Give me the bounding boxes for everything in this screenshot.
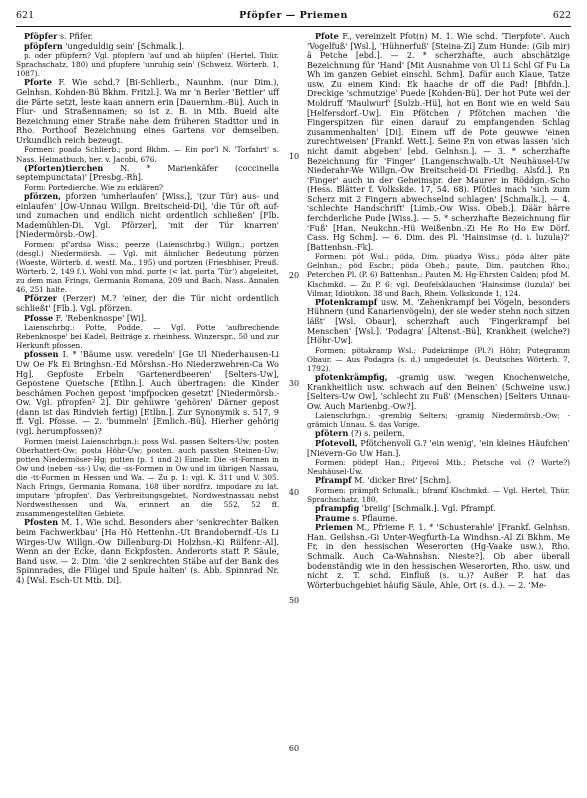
entry-text: (?) s. peilern.: [348, 429, 405, 439]
entry-text: Formen (meist Laienschrbgn.): poss Wsl. passen Selters-Uw; posten Oberhattert-Ow; posta Höhr-Uw; posten. auch passten Steinen-Uw; potten Niedermöser-Hg; putten (p. 1 und 2) Eimelr. Die -st-Formen in Ow und (neben -ss-) Uw, die -ss-Formen in Ow und im übrigen Nassau, die -tt-Formen in Hessen und Wa. — Zu p. 1: vgl. K. 311 und V. 305. Nach Frings, Germania Romana, 168 über nordfrz. impodare zu lat. imputare 'pfropfen'. Das Verbreitungsgebiet, Nordwestnassau nebst Nordwesthessen und Wa, erinnert an die 552, 52 ff. zusammengestellten Gebiete.: [16, 436, 279, 519]
entry-note: [16, 240, 279, 295]
entry-headword: Priemen: [315, 522, 353, 533]
entry-text: 'breiig' [Schmalk.]. Vgl. Pframpf.: [359, 504, 496, 514]
entry-note: [307, 346, 570, 373]
entry-text: N. * Marienkäfer (coccinella septempunctata)' [Presbg.-Rh].: [16, 163, 279, 183]
entry-text: M. 1. Wie schd. Besonders aber 'senkrechter Balken beim Fachwerkbau' [Ha Hö Hettenhn.-Ut Brandoberndf.-Us Li Wirges-Uw Willgn.-Ow Dillenburg-Di Holzhsn.-Ki Rülfenr.-Al]. Wenn an der Ecke, dann Eckpfosten. Anderorts statt P. Säule, Band usw. — 2. Dim. 'die 2 senkrechten Stäbe auf der Bank des Spinnrades, die Flügel und Spule halten' (s. Abb. Spinnrad Nr. 4) [Wsl. Esch-Ut Mtb. Di].: [16, 518, 279, 585]
entry-note: [16, 323, 279, 350]
line-number: 10: [288, 152, 300, 161]
right-column: [307, 32, 570, 590]
entry-text: Formen: pf'ərdsə Wiss.; peerze (Laienschrbg.) Willgn.; portzen (desgl.) Niedermörsb. — Vgl. mit ähnlicher Bedeutung pürzen (Woeste, Wörterb. d. westf. Ma., 195) und portzen (Friesbhiser, Preuß. Wörterb. 2, 149 f.). Wohl von mhd. porte (< lat. porta 'Tür') abgeleitet, zu dem man Frings, Germania Romana, 209 und Bach. Nass. Annalen 46, 251 halte.: [16, 239, 279, 295]
entry-text: Formen: pödepf Han.; Pitjevol Mtb.; Pietsche vol (? Worte?) Neuhäusel-Uw.: [307, 458, 570, 477]
entry-note: [307, 458, 570, 476]
dictionary-entry: [307, 298, 570, 346]
entry-text: 'ungeduldig sein' [Schmalk.].: [62, 41, 185, 51]
entry-text: Formen: prämpft Schmalk.; bframf Klschmkd. — Vgl. Hertel, Thür. Sprachschatz, 180.: [307, 485, 570, 505]
entry-text: M. 'dicker Brei' [Schm].: [351, 476, 452, 486]
entry-text: F., vereinzelt Pfot(n) M. 1. Wie schd. 'Tierpfote'. Auch 'Vogelfuß' [Wsl.], 'Hühnerfuß' [Steina-Zi] Zum Hunde: (Gib mir) ä Petche [ebd.]. — 2. * scherzhafte, auch abschätzige Bezeichnung für 'Hand' [Mit Ausnahme von Ul Li Schl Gf Fu La Wh im ganzen Gebiet einschl. Schm]. Dafür auch Klaue, Tatze usw. Zu einem Kind: Ek haache dr off die Pad! [Bhfdn.]. Dreckige 'schmutzige' Puede [Kohden-Bü]. Der hot Pute wei der Moldruff 'Maulwurf' [Sulzb.-Hü], hot en Bont wie en weld Sau [Helfersdorf.-Uw]. Ein Pfötchen / Pfötchen machen 'die Fingerspitzen für einen darauf zu empfangenden Schlag zusammenhalten' [Di]. Einem uff de Pote geuwwe 'einen zurechtweisen' [Frankf. Wett.]. Seine P.n von etwas lassen 'sich nicht damit abgeben' [ebd. Gelnhsn.]. — 3. * scherzhafte Bezeichnung für 'Finger' [Langenschwalb.-Ut Neuhäusel-Uw Niederahr-We Willgn.-Ow Breitscheid-Di Friedbg. Alsfd.]. P.n 'Finger' auch in der Geheimspr. der Maurer in Röddgn.-Scho (Hess. Blätter f. Volkskde. 17, 54. 68). Pfötles mach 'sich zum Scherz mit 2 Fingern abwechselnd schlagen' [Schmalk.]. — 4. 'schlechte Handschrift' [Limb.-Ow Wiss. Obeb.]. Däär härre ferchderliche Pude [Wiss.]. — 5. * scherzhafte Bezeichnung für 'Fuß' [Han. Neukchn.-Hü Weißenbn.-Zi He Ro Ho Ew Dörf. Cass. Hg Schm]. — 6. Dim. des Pl. 'Hainsimse (d. i. luzula)?' [Battenhsn.-Fk].: [307, 32, 570, 252]
entry-headword: pframpfig: [315, 503, 360, 514]
entry-headword: Pfosten: [24, 517, 59, 528]
entry-text: Formen: pötəkramp Wsl.; Pudekrämpe (Pl.?) Höhr; Putegramm Obaur. — Aus Podagra (s. d.) umgedeutet (s. Deutsches Wörterb. 7, 1792).: [307, 345, 570, 373]
page-number-left: 621: [16, 10, 35, 21]
entry-text: Formen: pöt Wsl.; pödə, Dim. püədyə Wiss.; pödə älter päte Gelnhsn.; pöd Escbr.; pödə Obeb.; paute, Dim. pautchen Rho.; Peterchen Pl. (P. 6) Battenhsn.; Pauten M. Hg-Ehrsten Calden; pfod M. Klschmkd. — Zu P. 6: vgl. Deufelsklauchen 'Hainsimse (luzula)' bei Vilmar, Idiotikon. 38 und Bach, Rhein. Volkskunde 1, 124.: [307, 252, 570, 298]
line-number: 40: [288, 488, 300, 497]
entry-text: s. Pflaume.: [350, 513, 398, 523]
entry-headword: Pfotenkrampf: [315, 296, 378, 307]
entry-headword: Pföpfer: [24, 31, 58, 41]
entry-headword: pförzen,: [24, 190, 62, 201]
entry-note: [16, 145, 279, 163]
dictionary-entry: [307, 439, 570, 458]
entry-note: [16, 51, 279, 78]
left-column: [16, 32, 279, 585]
entry-text: Formen: poadə Schlierb.; pord Bkhm. — Ein por'l N. 'Torfahrt' s. Nass. Heimatbuch, her. v. Jacobi, 676.: [16, 145, 279, 164]
dictionary-entry: [307, 476, 570, 486]
dictionary-entry: [16, 78, 279, 145]
dictionary-entry: [16, 518, 279, 585]
line-number: 60: [288, 744, 300, 753]
dictionary-entry: [307, 32, 570, 252]
entry-headword: pfossen: [24, 349, 59, 360]
dictionary-entry: [16, 314, 279, 324]
dictionary-entry: [16, 294, 279, 313]
dictionary-entry: [16, 164, 279, 183]
entry-text: F. Wie schd.? [Bi-Schlierb., Naunhm. (nur Dim.), Gelnhsn. Kohden-Bü Bkhm. Fritzl.]. Wa mr 'n Berler 'Bettler' uff die Pärte setzt, leste kaan annern erin [Dauernhm.-Bü]. Auch in Flur- und Straßennamen; so ist z. B. in Mtb. Bueid alte Bezeichnung einer Straße nahe dem früheren Stadttor und in Rho. Porthoof Bezeichnung eines Gartens vor demselben. Urkundlich reich bezeugt.: [16, 78, 279, 145]
line-number: 20: [288, 271, 300, 280]
dictionary-entry: [16, 42, 279, 52]
dictionary-entry: [16, 192, 279, 240]
entry-headword: pfötern: [315, 428, 349, 439]
entry-headword: (Pforten)tierchen: [24, 162, 104, 173]
entry-text: Laienschrbgn.: -grembig Selters; -gramig Niedermörsb.-Ow; -grämich Unnau. S. das Vorige.: [307, 411, 570, 430]
entry-text: pforzen 'umherlaufen' [Wiss.], '(zur Tür) aus- und einlaufen' [Ow-Unnau Willgn. Breitscheid-Di], 'die Tür oft auf- und zumachen und endlich nicht ordentlich schließen' [Flb. Mademühlen-Di. Vgl. Pförzer], 'mit der Tür knarren' [Niedermörsb.-Ow].: [16, 191, 279, 240]
entry-note: [307, 486, 570, 504]
entry-headword: Pfosse: [24, 312, 54, 323]
entry-text: (Perzer) M.? 'einer, der die Tür nicht ordentlich schließt' [Flb.]. Vgl. pförzen.: [16, 294, 279, 313]
page-header: [16, 10, 571, 24]
entry-headword: Pförzer: [24, 293, 58, 304]
entry-note: [307, 411, 570, 429]
entry-headword: pföpfern: [24, 40, 63, 51]
entry-text: I. * 'Bäume usw. veredeln' [Ge Ul Niederhausen-Li Uw Oe Fk Ei Bringhsn.-Ed Mörshsn.-Ho Niederzwehren-Ca Wo Hg]. Gepfoste Erbeln 'Gartenerdbeeren' [Selters-Uw], Gepostene Quetsche [Etlbn.]. Auch übertragen: die Kinder beschämen Pochen gepost 'impfpocken gesetzt' [Niedermörsb.-Ow. Vgl. pfropfen² 2]. Dir gehüwre 'gehören' Därner gepost (dann ist das Rindvieh fertig) [Etlbn.]. Zur Synonymik s. 517, 9 ff. Vgl. Pfosse. — 2. 'bummeln' [Emlich.-Bü]. Hierher gehörig (vgl. herumpfossen)?: [16, 350, 279, 437]
entry-headword: pfotenkrämpfig,: [315, 371, 388, 382]
entry-text: Laienschrbg.: Potte, Podde, — Vgl. Potte 'aufbrechende Rebenknospe' bei Kadel, Beiträge z. rheinhess. Winzerspr., 50 und zur Herkunft pfossen.: [16, 323, 279, 351]
entry-text: s. Pfifer.: [57, 32, 94, 41]
entry-note: [16, 437, 279, 519]
line-number: 50: [288, 596, 300, 605]
entry-note: [307, 252, 570, 297]
entry-headword: Pframpf: [315, 475, 352, 486]
entry-text: -gramig usw. 'wegen Knochenweiche, Krankheitlich usw. schwach auf den Beinen' (Schweine usw.) [Selters-Uw Ow], 'schlecht zu Fuß' (Menschen) [Selters Unnau-Ow. Auch Marienbg.-Ow?].: [307, 372, 570, 411]
dictionary-entry: [307, 373, 570, 411]
running-title: Pföpfer — Priemen: [239, 10, 348, 21]
dictionary-entry: [307, 523, 570, 590]
entry-text: F. 'Rebenknospe' [Wi].: [53, 313, 147, 323]
entry-text: M., Pfrieme F. 1. * 'Schusterahle' [Frankf. Gelnhsn. Han. Geilshsn.-Gi Unter-Wegfurth-La Windhsn.-Al Zi Bkhm. Me Fr, in den hessischen Weserorten (Hg-Vaake usw.), Rho. Schmalk. Auch Ca-Wahnshsn. Nieste?]. Ob aber überall bodenständig wie in den hessischen Weserorten, Rho. usw. und nicht z. T. schd. Einfluß (s. u.)? Außer P. hat das Wörterbuchgebiet häufig Säule, Ahle, Ort (s. d.). — 2. 'Me-: [307, 523, 570, 590]
page-number-right: 622: [552, 10, 571, 21]
entry-headword: Praume: [315, 512, 350, 523]
entry-text: Pfötchenvoll G.? 'ein wenig', 'ein kleines Häufchen' [Nievern-Go Uw Han.].: [307, 439, 570, 458]
entry-text: usw. M. 'Zehenkrampf bei Vögeln, besonders Hühnern (und Kanarienvögeln), der sie weder stehn noch sitzen läßt' [Wsl. Obaur], scherzhaft auch 'Fingerkrampf bei Menschen' [Wsl.]. 'Podagra' [Altenst.-Bü], Krankheit (welche?) [Höhr-Uw].: [307, 297, 570, 346]
entry-headword: Pforte: [24, 77, 52, 88]
line-number: 30: [288, 379, 300, 388]
entry-headword: Pfote: [315, 31, 339, 41]
dictionary-entry: [16, 350, 279, 436]
entry-headword: Pfotevoll,: [315, 438, 358, 449]
header-rule: [16, 26, 571, 27]
entry-text: p. oder pfüpfern? Vgl. pfopfern 'auf und ab hüpfen' (Hertel, Thür. Sprachschatz, 180) und pfupfere 'unruhig sein' (Schweiz. Wörterb. 1, 1087).: [16, 51, 279, 79]
entry-text: Form: Portedierche. Wie zu erklären?: [24, 182, 164, 192]
